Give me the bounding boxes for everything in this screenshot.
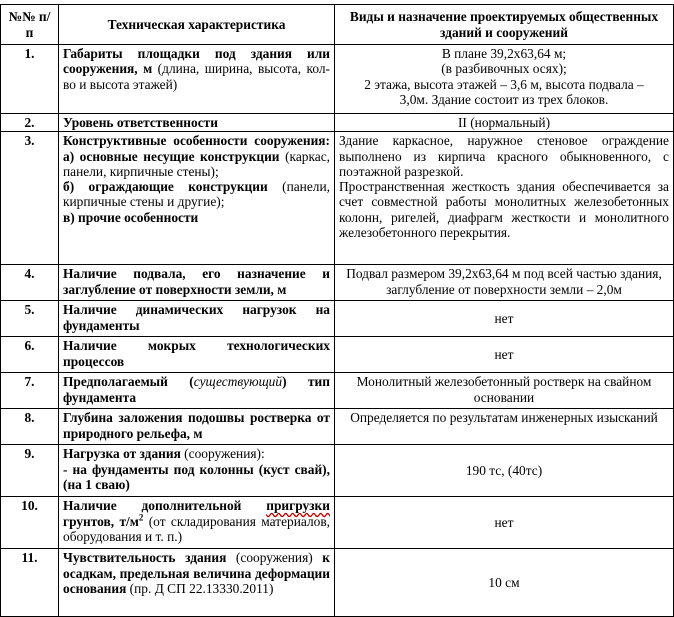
row-label: Чувствительность здания (сооружения) к осадкам, предельная величина деформации основания (пр. Д СП 22.13330.2011) [59, 549, 335, 617]
row-value [335, 45, 674, 114]
row-label [59, 132, 335, 265]
row-value: Определяется по результатам инженерных изысканий [335, 409, 674, 445]
row-num: 7. [1, 373, 59, 409]
row-num: 8. [1, 409, 59, 445]
row-value-paragraph: Здание каркасное, наружное стеновое ограждение выполнено из кирпича красного обыкновенного, с поэтажной разрезкой. [339, 133, 669, 179]
header-characteristic: Техническая характеристика [59, 5, 335, 45]
spellcheck-underline: пригрузки [266, 498, 330, 514]
table-row [1, 497, 674, 549]
row-num: 10. [1, 497, 59, 549]
row-label-bold: Габариты площадки под здания или сооружения, м [63, 46, 330, 77]
row-label-bold: Наличие подвала, его назначение и заглубление от поверхности земли, м [63, 266, 330, 297]
row-label [59, 114, 335, 132]
table-row [1, 265, 674, 301]
row-num: 11. [1, 549, 59, 617]
row-num: 2. [1, 114, 59, 132]
row-value: II (нормальный) [335, 114, 674, 132]
row-label-rest: (длина, ширина, высота, кол-во и высота этажей) [63, 61, 331, 92]
row-label-sub-c: в) прочие особенности [63, 209, 199, 225]
row-value: 190 тс, (40тс) [335, 445, 674, 497]
row-label-sub: - на фундаменты под колонны (куст свай), (на 1 сваю) [63, 461, 330, 492]
row-value-line: (в разбивочных осях); [441, 61, 567, 77]
table-header-row [1, 5, 674, 45]
table-row [1, 45, 674, 114]
row-value: Подвал размером 39,2х63,64 м под всей частью здания, заглубление от поверхности земли – 2,0м [335, 265, 674, 301]
row-num: 3. [1, 132, 59, 265]
table-row [1, 114, 674, 132]
row-value: Монолитный железобетонный ростверк на свайном основании [335, 373, 674, 409]
row-label-bold: Наличие мокрых технологических процессов [63, 338, 330, 369]
row-label: Наличие дополнительной пригрузки грунтов, $т/м^2$ (от складирования материалов, оборудования и т. п.) [59, 497, 335, 549]
row-label-bold: Глубина заложения подошвы ростверка от природного рельефа, м [63, 410, 330, 441]
table-row [1, 301, 674, 337]
row-value [335, 132, 674, 265]
row-label-sub-a: а) основные несущие конструкции (каркас, панели, кирпичные стены); [63, 148, 331, 179]
row-value: 10 см [335, 549, 674, 617]
row-label-sub-b: б) ограждающие конструкции (панели, кирпичные стены и другие); [63, 179, 330, 210]
table-row [1, 373, 674, 409]
header-num: №№ п/п [1, 5, 59, 45]
row-value: нет [335, 301, 674, 337]
row-num: 5. [1, 301, 59, 337]
table-row [1, 132, 674, 265]
row-label [59, 265, 335, 301]
row-label: Нагрузка от здания (сооружения): - на фундаменты под колонны (куст свай), (на 1 сваю) [59, 445, 335, 497]
row-label [59, 409, 335, 445]
row-value-paragraph: Пространственная жесткость здания обеспечивается за счет совместной работы монолитных железобетонных колонн, ригелей, диафрагм жесткости и монолитного железобетонного перекрытия. [339, 179, 669, 241]
row-value-line: В плане 39,2х63,64 м; [441, 46, 567, 61]
row-value: нет [335, 337, 674, 373]
row-label: Предполагаемый (существующий) тип фундамента [59, 373, 335, 409]
row-label-bold: Конструктивные особенности сооружения: [63, 133, 330, 149]
table-row [1, 337, 674, 373]
row-num: 1. [1, 45, 59, 114]
row-label [59, 337, 335, 373]
table-row [1, 445, 674, 497]
row-num: 4. [1, 265, 59, 301]
header-types: Виды и назначение проектируемых общественных зданий и сооружений [335, 5, 674, 45]
row-label-bold: Наличие динамических нагрузок на фундаменты [63, 302, 330, 333]
table-row [1, 409, 674, 445]
row-value: нет [335, 497, 674, 549]
row-num: 9. [1, 445, 59, 497]
row-label-italic: существующий [193, 374, 283, 390]
row-label [59, 45, 335, 114]
row-value-line: 2 этажа, высота этажей – 3,6 м, высота подвала – [364, 76, 644, 92]
row-label-bold: Уровень ответственности [63, 115, 218, 130]
row-label [59, 301, 335, 337]
technical-characteristics-table [0, 4, 674, 617]
table-row [1, 549, 674, 617]
row-value-line: 3,0м. Здание состоит из трех блоков. [399, 91, 609, 107]
row-num: 6. [1, 337, 59, 373]
